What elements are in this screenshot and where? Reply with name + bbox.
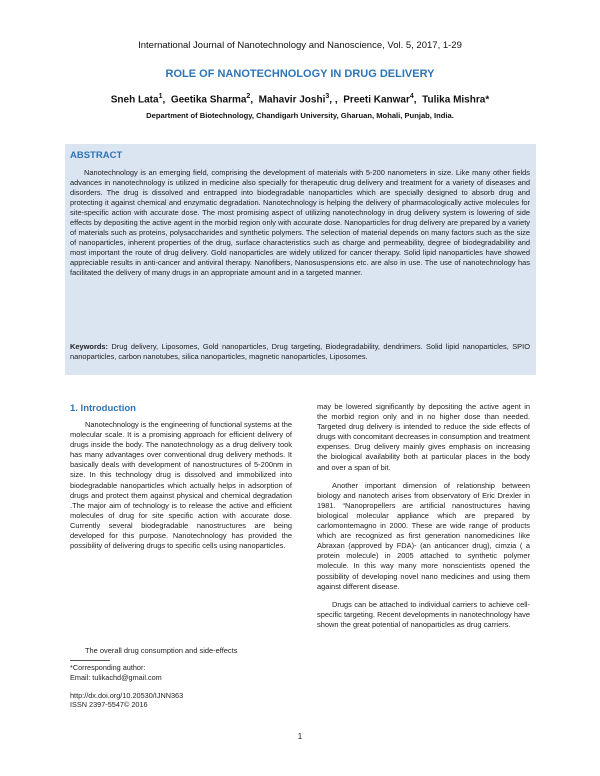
author-name: Geetika Sharma xyxy=(170,94,247,106)
intro-paragraph: may be lowered significantly by depositing the active agent in the morbid region only and in no higher dose than needed. Targeted drug delivery is intended to reduce the side effects of drugs with concomitant decreases in consumption and treatment expenses. Drug delivery mainly gives emphasis on increasing the biological availability both at particular places in the body and over a span of bit. xyxy=(317,402,530,472)
issn: ISSN 2397-5547© 2016 xyxy=(70,700,148,710)
doi-link[interactable]: http://dx.doi.org/10.20530/IJNN363 xyxy=(70,690,184,700)
journal-header: International Journal of Nanotechnology and Nanoscience, Vol. 5, 2017, 1-29 xyxy=(138,40,462,51)
author-name: Mahavir Joshi xyxy=(258,94,326,106)
affiliation: Department of Biotechnology, Chandigarh University, Gharuan, Mohali, Punjab, India. xyxy=(146,111,454,120)
keywords-label: Keywords: xyxy=(70,342,109,351)
correspondence-footnote xyxy=(70,663,285,710)
page-number: 1 xyxy=(297,732,303,741)
left-column xyxy=(70,420,292,551)
author-name: Preeti Kanwar xyxy=(343,94,410,106)
corresponding-author-label: *Corresponding author: xyxy=(70,663,146,672)
left-column-continued xyxy=(70,646,292,656)
intro-paragraph: Another important dimension of relationship between biology and nanotech arises from observatory of Eric Drexler in 1981. “Nanopropellers are artificial nanostructures having biological molecular appliance which are prepared by carlomontemagno in 2000. These are wide range of products which are recognized as first generation nanomedicines like Abraxan (approved by FDA)- (an anticancer drug), cimzia ( a protein molecule) in 2005 attached to synthetic polymer molecule. In this way many more nonscientists opened the possibility of developing novel nano medicines and using them against different disease. xyxy=(317,480,530,591)
keywords xyxy=(70,342,530,362)
intro-paragraph: Nanotechnology is the engineering of functional systems at the molecular scale. It is a promising approach for efficient delivery of drugs inside the body. The nanotechnology as a drug delivery took has many advantages over conventional drug delivery methods. It basically deals with development of nanostructures of 5-200nm in size. In this technology drug is dissolved and immobilized into biodegradable nanoparticles which actually helps in adsorption of drugs and protect them against physical and chemical degradation .The major aim of technology is to release the active and efficient molecules of drug for site specific action with accurate dose. Currently several biodegradable nanostructures are being developed for this purpose. Nanotechnology has provided the possibility of delivering drugs to specific cells using nanoparticles. xyxy=(70,420,292,551)
author-affiliation-mark: 1 xyxy=(158,93,163,100)
intro-paragraph: Drugs can be attached to individual carriers to achieve cell-specific targeting. Recent developments in nanotechnology have shown the great potential of nanoparticles as drug carriers. xyxy=(317,599,530,629)
author-affiliation-mark: 3 xyxy=(325,93,330,100)
author-name: Tulika Mishra xyxy=(422,94,486,106)
author-affiliation-mark: 2 xyxy=(246,93,251,100)
author-list: Sneh Lata$^1$, Geetika Sharma$^2$, Mahavir Joshi$^3$, , Preeti Kanwar$^4$, Tulika Mishra* xyxy=(110,93,490,106)
author-affiliation-mark: 4 xyxy=(409,93,414,100)
right-column xyxy=(317,402,530,638)
section-heading-introduction: 1. Introduction xyxy=(70,403,136,414)
author-name: Sneh Lata xyxy=(110,94,159,106)
author-affiliation-mark: * xyxy=(485,94,490,106)
paper-title: ROLE OF NANOTECHNOLOGY IN DRUG DELIVERY xyxy=(165,68,435,80)
keywords-text: Drug delivery, Liposomes, Gold nanoparticles, Drug targeting, Biodegradability, dendrimers. Solid lipid nanoparticles, SPIO nanoparticles, carbon nanotubes, silica nanoparticles, magnetic nanoparticles, Liposomes. xyxy=(70,342,530,362)
abstract-text: Nanotechnology is an emerging field, comprising the development of materials with 5-200 nanometers in size. Like many other fields advances in nanotechnology is utilized in medicine also specially for therapeutic drug delivery and treatment for a variety of diseases and disorders. The drug is dissolved and entrapped into biodegradable nanoparticles which are specially designed to absorb drug and protecting it against chemical and enzymatic degradation. Nanotechnology is helping the delivery of pharmacologically active molecules for site-specific action with accurate dose. The most promising aspect of utilizing nanotechnology in drug delivery system is lowering of side effects by depositing the active agent in the morbid region only with accurate dose. Nanoparticles for drug delivery are prepared by a variety of materials such as proteins, polysaccharides and synthetic polymers. The selection of material depends on many factors such as the size of nanoparticles, inherent properties of the drug, surface characteristics such as charge and permeability, degree of biodegradability and most important the route of drug delivery. Gold nanoparticles are widely utilized for cancer therapy. Solid lipid nanoparticles have showed appreciable results in anti-cancer and antiviral therapy. Nanofibers, Nanosuspensions etc. are also in use. The use of nanotechnology has facilitated the delivery of many drugs in an appropriate amount and in a targeted manner. xyxy=(70,168,530,278)
intro-paragraph: The overall drug consumption and side-effects xyxy=(85,646,238,655)
corresponding-email: Email: tulikachd@gmail.com xyxy=(70,672,162,682)
abstract-heading: ABSTRACT xyxy=(70,150,123,161)
footnote-rule xyxy=(70,660,110,661)
